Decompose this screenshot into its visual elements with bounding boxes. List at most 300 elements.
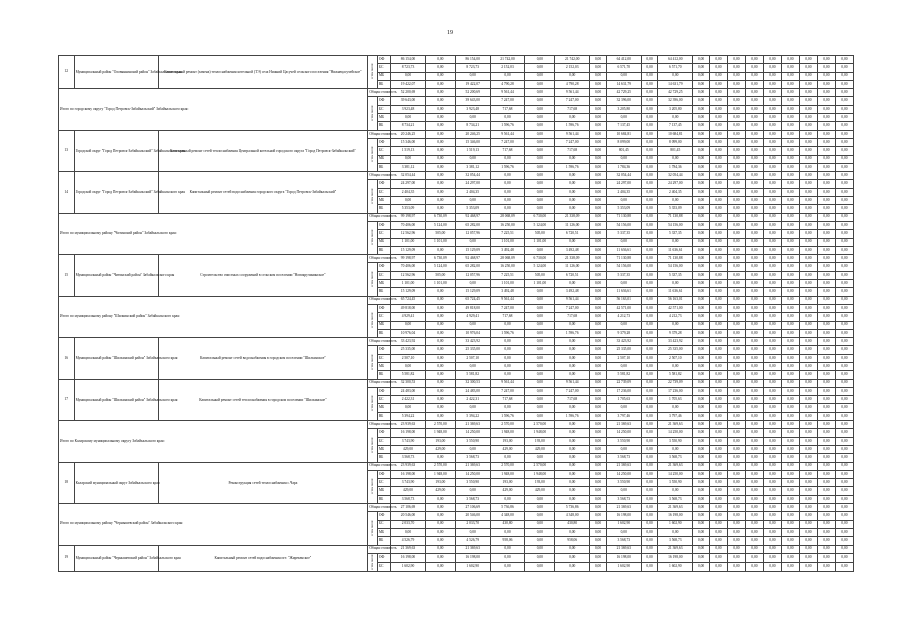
value-cell: 0,00 [799,379,817,387]
value-cell: 0,00 [425,205,455,213]
value-cell: 11 636,61 [606,288,641,296]
value-cell: 0,00 [590,271,607,279]
value-cell: 0,00 [745,346,763,354]
source-label: МБ [377,114,390,122]
value-cell: 0,00 [641,504,658,512]
value-cell: 0,00 [555,445,590,453]
value-cell: 25 335,00 [658,346,693,354]
value-cell: 0,00 [781,64,799,72]
total-label: Общая стоимость [368,504,391,512]
value-cell: 24 297,00 [391,180,426,188]
value-cell: 0,00 [763,387,781,395]
value-cell: 717,68 [555,396,590,404]
value-cell: 4 212,73 [606,313,641,321]
value-cell: 0,00 [693,553,710,562]
object-name: Капитальный ремонт сетей теплоснабжения Центральной котельной городского округа "Город Петровск-Забайкальский" [158,130,368,171]
value-cell: 0,00 [817,346,835,354]
value-cell: 0,00 [693,263,710,271]
value-cell: 0,00 [727,354,745,362]
value-cell: 4 526,79 [455,537,490,545]
value-cell: 0,00 [606,238,641,246]
value-cell: 0,00 [425,545,455,553]
value-cell: 0,00 [763,64,781,72]
value-cell: 0,00 [763,230,781,238]
value-cell: 0,00 [799,89,817,97]
source-label: МБ [377,404,390,412]
value-cell: 0,00 [799,64,817,72]
value-cell: 1 596,76 [555,122,590,130]
value-cell: 193,00 [425,479,455,487]
value-cell: 0,00 [727,387,745,395]
value-cell: 0,00 [525,454,555,462]
value-cell: 0,00 [709,479,727,487]
value-cell: 0,00 [641,396,658,404]
value-cell: 3 743,90 [391,479,426,487]
value-cell: 0,00 [525,64,555,72]
value-cell: 0,00 [781,80,799,88]
source-label: ВБ [377,495,390,503]
value-cell: 0,00 [555,180,590,188]
value-cell: 0,00 [763,520,781,528]
value-cell: 0,00 [817,562,835,571]
value-cell: 23 939,63 [391,421,426,429]
value-cell: 0,00 [641,271,658,279]
value-cell: 1 784,36 [658,163,693,171]
value-cell: 0,00 [727,421,745,429]
object-name: Строительство очистных сооружений в сельском поселении "Новокручининское" [158,255,368,296]
value-cell: 22 739,09 [658,379,693,387]
value-cell: 0,00 [709,545,727,553]
value-cell: 0,00 [555,188,590,196]
value-cell: 0,00 [799,105,817,113]
value-cell: 0,00 [745,445,763,453]
value-cell: 0,00 [693,371,710,379]
value-cell: 0,00 [693,296,710,304]
value-cell: 0,00 [835,296,853,304]
value-cell: 71 130,88 [606,255,641,263]
value-cell: 0,00 [590,545,607,553]
value-cell: 1 948,00 [425,470,455,478]
value-cell: 0,00 [817,437,835,445]
value-cell: 0,00 [781,512,799,520]
source-label: ОФ [377,138,390,146]
value-cell: 429,00 [525,487,555,495]
value-cell: 0,00 [835,230,853,238]
value-cell: 0,00 [745,313,763,321]
value-cell: 0,00 [641,221,658,229]
value-cell: 0,00 [693,520,710,528]
value-cell: 0,00 [590,520,607,528]
value-cell: 0,00 [745,404,763,412]
value-cell: 0,00 [490,155,525,163]
value-cell: 0,00 [693,56,710,64]
value-cell: 0,00 [709,371,727,379]
value-cell: 0,00 [590,313,607,321]
value-cell: 1 101,00 [525,280,555,288]
value-cell: 0,00 [525,537,555,545]
source-label: МБ [377,155,390,163]
value-cell: 0,00 [641,263,658,271]
source-label: ВБ [377,163,390,171]
value-cell: 0,00 [745,246,763,254]
value-cell: 0,00 [799,387,817,395]
value-cell: 0,00 [641,280,658,288]
value-cell: 0,00 [525,56,555,64]
value-cell: 3 923,48 [455,105,490,113]
funding-label [368,221,378,254]
value-cell: 0,00 [590,346,607,354]
value-cell: 0,00 [745,188,763,196]
value-cell: 54 156,00 [606,221,641,229]
value-cell: 14 631,79 [606,80,641,88]
value-cell: 0,00 [817,545,835,553]
value-cell: 0,00 [781,197,799,205]
value-cell: 15 129,09 [391,288,426,296]
value-cell: 0,00 [606,445,641,453]
value-cell: 1 596,76 [490,163,525,171]
row-number: 14 [59,172,75,213]
total-label: Общая стоимость [368,421,391,429]
value-cell: 505,00 [525,271,555,279]
value-cell: 0,00 [425,528,455,536]
value-cell: 0,00 [693,421,710,429]
value-cell: 0,00 [781,404,799,412]
value-cell: 32 054,44 [658,172,693,180]
value-cell: 0,00 [799,545,817,553]
value-cell: 0,00 [745,255,763,263]
value-cell: 0,00 [658,72,693,80]
value-cell: 0,00 [391,197,426,205]
value-cell: 0,00 [709,64,727,72]
value-cell: 0,00 [555,114,590,122]
value-cell: 0,00 [727,545,745,553]
value-cell: 0,00 [745,462,763,470]
object-name: Капитальный ремонт сетей водоснабжения городского округа "Город Петровск-Забайкальский" [158,172,368,213]
value-cell: 0,00 [835,56,853,64]
value-cell: 0,00 [641,537,658,545]
value-cell: 0,00 [590,163,607,171]
value-cell: 0,00 [709,520,727,528]
value-cell: 1 101,00 [391,238,426,246]
value-cell: 0,00 [693,445,710,453]
value-cell: 0,00 [525,512,555,520]
value-cell: 0,00 [835,495,853,503]
value-cell: 0,00 [727,520,745,528]
source-label: БС [377,437,390,445]
territory-name: Каларский муниципальный округ Забайкальского края [74,462,158,503]
value-cell: 0,00 [727,180,745,188]
value-cell: 0,00 [525,387,555,395]
value-cell: 0,00 [745,553,763,562]
value-cell: 0,00 [781,362,799,370]
value-cell: 0,00 [693,155,710,163]
value-cell: 0,00 [727,404,745,412]
value-cell: 0,00 [709,362,727,370]
value-cell: 0,00 [590,238,607,246]
value-cell: 0,00 [817,396,835,404]
value-cell: 20 546,00 [455,512,490,520]
value-cell: 0,00 [425,304,455,312]
value-cell: 12 562,96 [391,230,426,238]
value-cell: 16 198,00 [606,553,641,562]
value-cell: 0,00 [799,354,817,362]
source-label: МБ [377,445,390,453]
value-cell: 0,00 [763,296,781,304]
value-cell: 0,00 [606,155,641,163]
funding-label-text: в том числе: [370,436,375,453]
source-label: БС [377,562,390,571]
value-cell: 0,00 [709,512,727,520]
value-cell: 71 130,88 [658,213,693,221]
value-cell: 10 684,81 [606,130,641,138]
subtotal-title: Итого по муниципальному району "Чернышевский район" Забайкальского края: [59,504,368,545]
value-cell: 0,00 [781,379,799,387]
territory-name: Муниципальный район "Шилкинский район" Забайкальского края [74,379,158,420]
value-cell: 0,00 [555,362,590,370]
value-cell: 0,00 [709,138,727,146]
value-cell: 65 282,00 [455,221,490,229]
value-cell: 0,00 [525,197,555,205]
value-cell: 20 246,25 [391,130,426,138]
value-cell: 2 033,70 [455,520,490,528]
value-cell: 7 247,00 [490,97,525,105]
value-cell: 0,00 [817,188,835,196]
table-row [59,504,854,512]
value-cell: 0,00 [693,346,710,354]
value-cell: 2 422,31 [391,396,426,404]
value-cell: 0,00 [817,271,835,279]
value-cell: 0,00 [425,246,455,254]
value-cell: 0,00 [590,205,607,213]
value-cell: 0,00 [590,487,607,495]
value-cell: 14 250,00 [455,470,490,478]
value-cell: 9 561,44 [555,89,590,97]
value-cell: 0,00 [641,553,658,562]
value-cell: 0,00 [590,105,607,113]
value-cell: 0,00 [781,230,799,238]
value-cell: 0,00 [641,437,658,445]
value-cell: 21 369,63 [658,421,693,429]
source-label: МБ [377,238,390,246]
value-cell: 0,00 [745,371,763,379]
value-cell: 0,00 [727,56,745,64]
value-cell: 0,00 [525,80,555,88]
row-number: 18 [59,462,75,503]
value-cell: 16 198,00 [455,553,490,562]
value-cell: 5 581,82 [391,371,426,379]
value-cell: 9 561,44 [490,296,525,304]
value-cell: 0,00 [763,180,781,188]
value-cell: 0,00 [641,72,658,80]
funding-label [368,553,378,571]
value-cell: 0,00 [425,296,455,304]
value-cell: 0,00 [709,429,727,437]
value-cell: 19 422,07 [391,80,426,88]
value-cell: 0,00 [835,238,853,246]
value-cell: 24 297,00 [606,180,641,188]
value-cell: 0,00 [590,504,607,512]
funding-label-text: в том числе: [370,104,375,121]
value-cell: 0,00 [641,230,658,238]
value-cell: 0,00 [835,97,853,105]
budget-table [58,55,854,572]
territory-name: Муниципальный район "Шилкинский район" Забайкальского края [74,338,158,379]
value-cell: 0,00 [425,105,455,113]
value-cell: 0,00 [709,437,727,445]
value-cell: 0,00 [425,512,455,520]
value-cell: 0,00 [709,445,727,453]
value-cell: 0,00 [745,138,763,146]
value-cell: 0,00 [781,371,799,379]
value-cell: 0,00 [835,313,853,321]
value-cell: 0,00 [641,371,658,379]
value-cell: 0,00 [658,197,693,205]
value-cell: 0,00 [693,504,710,512]
table-row [59,213,854,221]
value-cell: 0,00 [709,288,727,296]
value-cell: 0,00 [799,197,817,205]
value-cell: 1 101,00 [525,238,555,246]
value-cell: 70 406,00 [391,221,426,229]
value-cell: 0,00 [727,138,745,146]
value-cell: 0,00 [490,321,525,329]
value-cell: 0,00 [555,205,590,213]
value-cell: 0,00 [693,246,710,254]
value-cell: 0,00 [781,421,799,429]
value-cell: 21 369,63 [455,462,490,470]
value-cell: 0,00 [525,504,555,512]
value-cell: 0,00 [590,354,607,362]
value-cell: 0,00 [763,562,781,571]
value-cell: 24 483,00 [391,387,426,395]
value-cell: 11 126,00 [555,263,590,271]
value-cell: 505,00 [425,230,455,238]
value-cell: 0,00 [799,454,817,462]
value-cell: 0,00 [590,437,607,445]
source-label: БС [377,271,390,279]
value-cell: 0,00 [641,296,658,304]
value-cell: 0,00 [745,296,763,304]
value-cell: 0,00 [525,404,555,412]
value-cell: 3 568,73 [455,454,490,462]
value-cell: 0,00 [606,72,641,80]
funding-label [368,138,378,171]
value-cell: 5 394,22 [391,412,426,420]
value-cell: 0,00 [817,470,835,478]
value-cell: 0,00 [709,155,727,163]
value-cell: 24 297,00 [455,180,490,188]
value-cell: 0,00 [425,504,455,512]
value-cell: 65 282,00 [455,263,490,271]
value-cell: 0,00 [590,404,607,412]
source-label: МБ [377,72,390,80]
value-cell: 0,00 [525,296,555,304]
value-cell: 0,00 [781,280,799,288]
value-cell: 7 247,00 [555,304,590,312]
value-cell: 0,00 [817,213,835,221]
value-cell: 0,00 [763,205,781,213]
value-cell: 0,00 [693,512,710,520]
value-cell: 717,68 [555,147,590,155]
value-cell: 0,00 [425,537,455,545]
value-cell: 0,00 [727,512,745,520]
value-cell: 3 568,73 [455,495,490,503]
territory-name: Городской округ "Город Петровск-Забайкальский" Забайкальского края [74,130,158,171]
value-cell: 0,00 [763,379,781,387]
source-label: ОФ [377,470,390,478]
value-cell: 0,00 [835,197,853,205]
value-cell: 0,00 [590,172,607,180]
value-cell: 0,00 [763,105,781,113]
value-cell: 0,00 [781,479,799,487]
value-cell: 717,68 [490,396,525,404]
value-cell: 0,00 [525,562,555,571]
value-cell: 0,00 [781,528,799,536]
value-cell: 0,00 [606,362,641,370]
value-cell: 0,00 [781,329,799,337]
value-cell: 0,00 [763,321,781,329]
value-cell: 0,00 [727,429,745,437]
value-cell: 0,00 [693,354,710,362]
value-cell: 0,00 [590,387,607,395]
value-cell: 0,00 [781,387,799,395]
value-cell: 0,00 [745,537,763,545]
value-cell: 0,00 [590,421,607,429]
value-cell: 0,00 [525,313,555,321]
funding-label-text: в том числе: [370,146,375,163]
value-cell: 21 742,00 [555,56,590,64]
value-cell: 12 057,96 [455,271,490,279]
value-cell: 1 101,00 [490,280,525,288]
value-cell: 0,00 [817,454,835,462]
value-cell: 0,00 [425,329,455,337]
value-cell: 0,00 [455,404,490,412]
value-cell: 0,00 [641,545,658,553]
value-cell: 0,00 [727,89,745,97]
value-cell: 0,00 [799,479,817,487]
value-cell: 0,00 [727,396,745,404]
value-cell: 0,00 [835,512,853,520]
value-cell: 0,00 [590,479,607,487]
value-cell: 0,00 [641,130,658,138]
value-cell: 8 099,00 [658,138,693,146]
value-cell: 0,00 [727,362,745,370]
value-cell: 0,00 [727,537,745,545]
value-cell: 0,00 [835,246,853,254]
value-cell: 56 163,01 [606,296,641,304]
value-cell: 0,00 [727,454,745,462]
value-cell: 0,00 [745,321,763,329]
value-cell: 0,00 [425,562,455,571]
source-label: ОФ [377,346,390,354]
source-label: МБ [377,197,390,205]
value-cell: 0,00 [799,80,817,88]
value-cell: 2 152,03 [555,64,590,72]
value-cell: 0,00 [727,230,745,238]
value-cell: 0,00 [835,520,853,528]
value-cell: 0,00 [745,130,763,138]
value-cell: 0,00 [727,462,745,470]
value-cell: 0,00 [817,495,835,503]
value-cell: 0,00 [709,147,727,155]
value-cell: 0,00 [693,130,710,138]
value-cell: 0,00 [693,379,710,387]
source-label: БС [377,520,390,528]
value-cell: 0,00 [641,470,658,478]
value-cell: 0,00 [727,379,745,387]
value-cell: 0,00 [727,553,745,562]
value-cell: 0,00 [641,479,658,487]
